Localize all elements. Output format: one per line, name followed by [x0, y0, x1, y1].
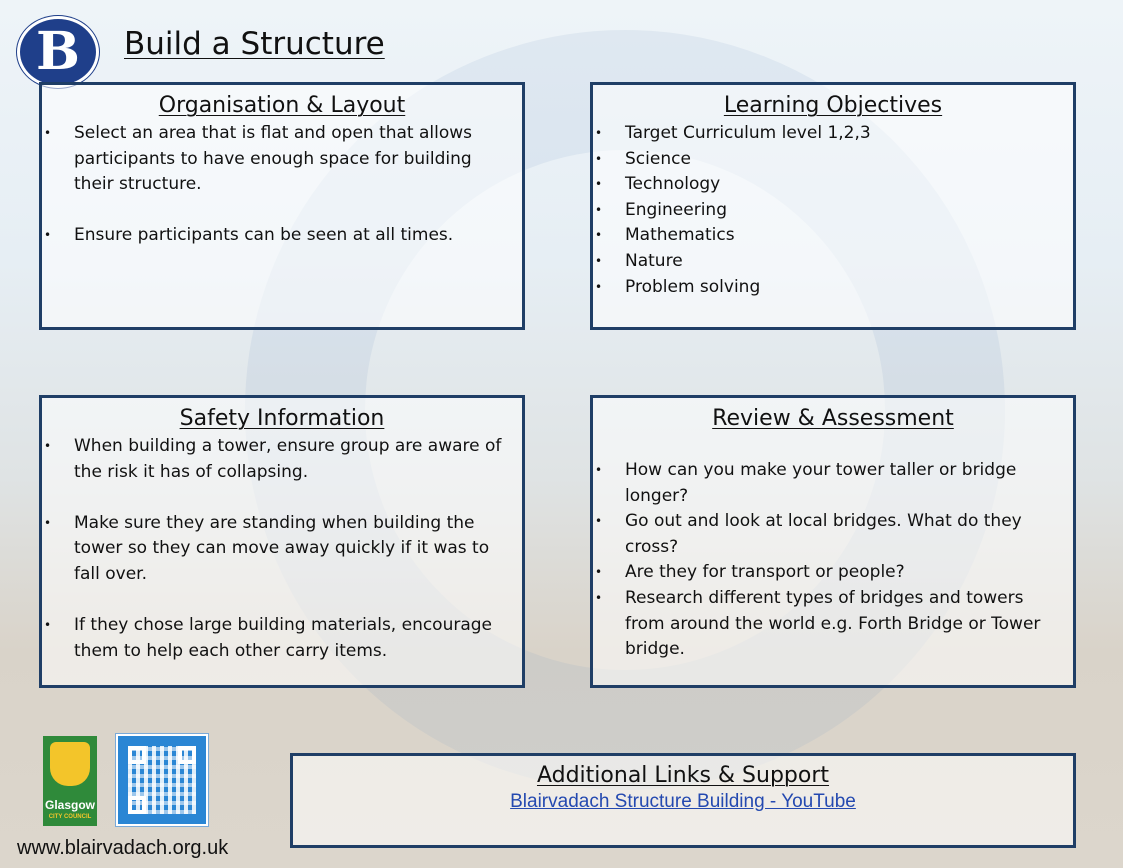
organisation-list — [42, 121, 522, 249]
review-panel — [590, 395, 1076, 688]
council-sub: CITY COUNCIL — [48, 814, 92, 820]
list-item: • Are they for transport or people? — [593, 560, 1059, 586]
review-heading: Review & Assessment — [712, 406, 954, 431]
organisation-panel — [39, 82, 525, 330]
list-item: • Select an area that is flat and open that allows participants to have enough space for building their structure. — [42, 121, 508, 198]
page-title: Build a Structure — [124, 26, 385, 62]
list-item: • Science — [593, 147, 1059, 173]
safety-heading: Safety Information — [179, 406, 385, 431]
glasgow-city-council-logo — [43, 736, 97, 826]
list-item: • Target Curriculum level 1,2,3 — [593, 121, 1059, 147]
crest-icon — [50, 742, 90, 786]
list-item: • Make sure they are standing when building the tower so they can move away quickly if it was to fall over. — [42, 511, 508, 588]
objectives-heading: Learning Objectives — [723, 93, 943, 118]
list-item: • If they chose large building materials, encourage them to help each other carry items. — [42, 613, 508, 664]
list-item: • Problem solving — [593, 275, 1059, 301]
review-list — [593, 458, 1073, 663]
list-item: • When building a tower, ensure group are aware of the risk it has of collapsing. — [42, 434, 508, 485]
objectives-panel — [590, 82, 1076, 330]
logo-letter: B — [36, 21, 80, 82]
council-name: Glasgow — [44, 798, 95, 812]
links-panel — [290, 753, 1076, 848]
qr-code[interactable] — [116, 734, 208, 826]
website-url[interactable]: www.blairvadach.org.uk — [17, 837, 229, 859]
list-item: • How can you make your tower taller or bridge longer? — [593, 458, 1059, 509]
list-item: • Ensure participants can be seen at all times. — [42, 223, 508, 249]
links-heading: Additional Links & Support — [536, 763, 830, 788]
list-item: • Nature — [593, 249, 1059, 275]
list-item: • Engineering — [593, 198, 1059, 224]
list-item: • Mathematics — [593, 223, 1059, 249]
qr-finder-icon — [128, 796, 146, 814]
list-item: • Go out and look at local bridges. What do they cross? — [593, 509, 1059, 560]
objectives-list — [593, 121, 1073, 300]
safety-panel — [39, 395, 525, 688]
safety-list — [42, 434, 522, 664]
blairvadach-logo — [17, 16, 99, 88]
qr-finder-icon — [128, 746, 146, 764]
qr-finder-icon — [178, 746, 196, 764]
organisation-heading: Organisation & Layout — [158, 93, 406, 118]
youtube-link[interactable]: Blairvadach Structure Building - YouTube — [510, 791, 856, 812]
list-item: • Research different types of bridges and towers from around the world e.g. Forth Bridge or Tower bridge. — [593, 586, 1059, 663]
list-item: • Technology — [593, 172, 1059, 198]
